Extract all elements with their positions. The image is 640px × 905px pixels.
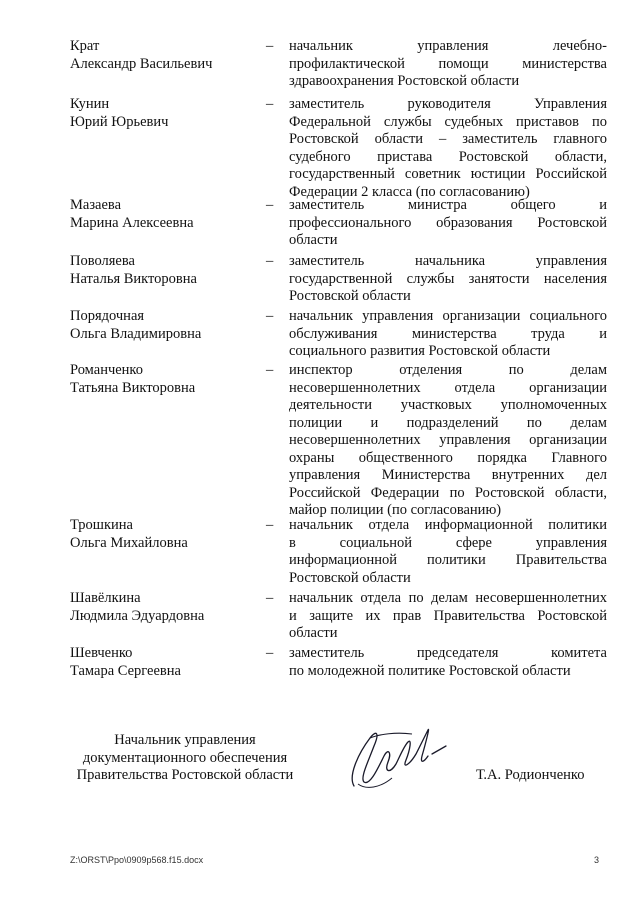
member-dash: – <box>266 96 274 112</box>
member-position-line: профессионального образования Ростовской <box>289 214 607 231</box>
member-surname: Порядочная <box>70 308 145 324</box>
member-position <box>289 38 607 91</box>
signatory-title-line: документационного обеспечения <box>82 749 288 766</box>
member-dash: – <box>266 517 274 533</box>
member-dash: – <box>266 645 274 661</box>
member-position-line: начальник отдела информационной политики <box>289 517 607 533</box>
member-position <box>289 362 607 520</box>
member-position-line: здравоохранения Ростовской области <box>289 73 520 89</box>
member-position-line: полиции и подразделений по делам <box>289 414 607 431</box>
handwritten-signature <box>340 716 450 798</box>
member-position-line: начальник управления лечебно- <box>289 38 607 54</box>
member-dash: – <box>266 38 274 54</box>
member-position-line: государственной службы занятости населения <box>289 270 607 287</box>
member-given-names: Ольга Владимировна <box>70 325 202 342</box>
member-name <box>70 197 260 232</box>
member-position-line: несовершеннолетних отдела организации <box>289 379 607 396</box>
member-surname: Крат <box>70 38 100 54</box>
member-position <box>289 517 607 587</box>
signatory-title-line: Правительства Ростовской области <box>76 767 294 783</box>
member-position-line: начальник отдела по делам несовершеннолетних <box>289 590 607 606</box>
member-dash: – <box>266 362 274 378</box>
member-position-line: майор полиции (по согласованию) <box>289 502 502 518</box>
member-position-line: области <box>289 625 338 641</box>
member-name <box>70 645 260 680</box>
member-given-names: Наталья Викторовна <box>70 270 197 287</box>
member-dash: – <box>266 197 274 213</box>
member-position-line: заместитель начальника управления <box>289 253 607 269</box>
member-position-line: Федерации 2 класса (по согласованию) <box>289 183 530 200</box>
member-position-line: информационной политики Правительства <box>289 552 607 568</box>
member-surname: Поволяева <box>70 253 135 269</box>
member-given-names: Людмила Эдуардовна <box>70 607 205 624</box>
member-position <box>289 308 607 361</box>
member-position-line: инспектор отделения по делам <box>289 362 607 378</box>
member-surname: Шавёлкина <box>70 590 141 606</box>
member-position-line: заместитель руководителя Управления <box>289 96 607 112</box>
signatory-title-line: Начальник управления <box>114 732 256 748</box>
member-position-line: управления Министерства внутренних дел <box>289 467 607 483</box>
member-surname: Шевченко <box>70 645 133 661</box>
member-position-line: в социальной сфере управления <box>289 534 607 551</box>
member-position-line: заместитель председателя комитета <box>289 645 607 661</box>
member-name <box>70 362 260 397</box>
member-position-line: обслуживания министерства труда и <box>289 325 607 342</box>
member-given-names: Тамара Сергеевна <box>70 662 181 679</box>
member-position-line: несовершеннолетних управления организации <box>289 432 607 448</box>
member-dash: – <box>266 590 274 606</box>
member-position-line: судебного пристава Ростовской области, <box>289 148 607 165</box>
member-name <box>70 308 260 343</box>
member-name <box>70 517 260 552</box>
signatory-title <box>70 732 300 785</box>
member-name <box>70 253 260 288</box>
member-position-line: начальник управления организации социального <box>289 308 607 324</box>
member-name <box>70 590 260 625</box>
member-position-line: государственный советник юстиции Российской <box>289 166 607 182</box>
member-position-line: заместитель министра общего и <box>289 197 607 213</box>
member-position-line: профилактической помощи министерства <box>289 55 607 72</box>
member-name <box>70 38 260 73</box>
member-position <box>289 645 607 680</box>
member-dash: – <box>266 308 274 324</box>
member-position-line: Ростовской области <box>289 288 411 304</box>
member-position-line: области <box>289 232 338 248</box>
signatory-name: Т.А. Родионченко <box>476 767 585 783</box>
member-position-line: Российской Федерации по Ростовской области, <box>289 484 607 501</box>
member-given-names: Юрий Юрьевич <box>70 113 169 130</box>
member-given-names: Татьяна Викторовна <box>70 379 196 396</box>
member-given-names: Александр Васильевич <box>70 55 213 72</box>
file-path: Z:\ORST\Ppo\0909p568.f15.docx <box>70 855 204 865</box>
member-surname: Мазаева <box>70 197 122 213</box>
page-number: 3 <box>594 855 600 865</box>
member-position-line: Ростовской области <box>289 569 411 586</box>
member-given-names: Ольга Михайловна <box>70 534 188 551</box>
member-position-line: по молодежной политике Ростовской области <box>289 662 571 679</box>
member-position-line: охраны общественного порядка Главного <box>289 449 607 466</box>
member-position <box>289 590 607 643</box>
member-position <box>289 197 607 250</box>
member-name <box>70 96 260 131</box>
member-position-line: деятельности участковых уполномоченных <box>289 397 607 413</box>
member-position-line: Ростовской области – заместитель главного <box>289 131 607 147</box>
member-dash: – <box>266 253 274 269</box>
member-position <box>289 253 607 306</box>
member-position-line: социального развития Ростовской области <box>289 343 551 359</box>
member-surname: Романченко <box>70 362 143 378</box>
member-position-line: Федеральной службы судебных приставов по <box>289 113 607 130</box>
member-given-names: Марина Алексеевна <box>70 214 194 231</box>
member-position <box>289 96 607 201</box>
member-position-line: и защите их прав Правительства Ростовской <box>289 607 607 624</box>
member-surname: Трошкина <box>70 517 133 533</box>
member-surname: Кунин <box>70 96 110 112</box>
